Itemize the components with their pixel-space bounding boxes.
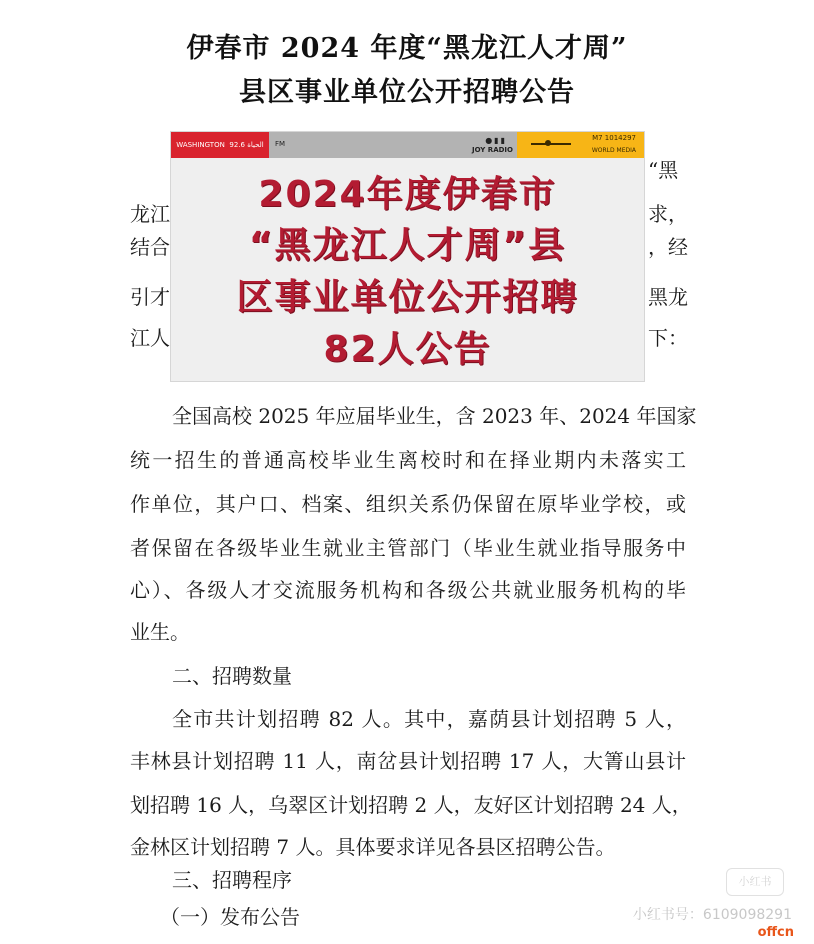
body-line: 金林区计划招聘 7 人。具体要求详见各县区招聘公告。: [130, 835, 616, 859]
strip-label: FM: [275, 140, 286, 148]
page-title-line-2: 县区事业单位公开招聘公告: [239, 77, 575, 108]
slider-track-icon: [531, 143, 571, 145]
sub-heading: （一）发布公告: [160, 905, 300, 929]
partial-text: 求，: [648, 202, 688, 226]
banner-headline-line: 82人公告: [323, 329, 492, 370]
partial-text: 龙江: [130, 202, 170, 226]
strip-label: WORLD MEDIA: [591, 147, 636, 154]
page-title-line-1: 伊春市 2024 年度“黑龙江人才周”: [186, 33, 628, 64]
section-heading: 二、招聘数量: [172, 664, 292, 688]
banner-headline-line: 区事业单位公开招聘: [236, 277, 579, 318]
body-line: 统一招生的普通高校毕业生离校时和在择业期内未落实工: [130, 448, 686, 472]
strip-mid-segment: [269, 132, 517, 158]
strip-label: JOY RADIO: [472, 146, 513, 154]
body-line: 丰林县计划招聘 11 人，南岔县计划招聘 17 人，大箐山县计: [130, 749, 686, 773]
partial-text: ，经: [648, 235, 688, 259]
overlay-header-strip: [171, 132, 644, 158]
body-line: 作单位，其户口、档案、组织关系仍保留在原毕业学校，或: [130, 492, 686, 516]
media-controls-icon: ●▮▮: [485, 136, 507, 145]
strip-label: WASHINGTON: [176, 141, 225, 149]
body-line: 全国高校 2025 年应届毕业生，含 2023 年、2024 年国家: [172, 404, 697, 428]
body-line: 划招聘 16 人，乌翠区计划招聘 2 人，友好区计划招聘 24 人，: [130, 793, 692, 817]
partial-text: 下：: [648, 326, 688, 350]
partial-text: 结合: [130, 235, 170, 259]
partial-text: 黑龙: [648, 285, 688, 309]
strip-left-segment: [171, 132, 269, 158]
strip-label: الحياة 92.6: [229, 141, 264, 149]
strip-right-segment: [517, 132, 644, 158]
banner-headline-line: 2024年度伊春市: [258, 174, 557, 215]
body-line: 业生。: [130, 620, 190, 644]
banner-headline-line: “黑龙江人才周”县: [248, 225, 567, 266]
body-line: 者保留在各级毕业生就业主管部门（毕业生就业指导服务中: [130, 536, 686, 560]
xiaohongshu-logo: 小红书: [726, 868, 784, 896]
slider-knob-icon: [545, 140, 551, 146]
xiaohongshu-id-watermark: 小红书号：6109098291: [632, 907, 792, 923]
section-heading: 三、招聘程序: [172, 868, 292, 892]
overlay-banner: [170, 131, 645, 382]
strip-label: M7 1014297: [592, 134, 636, 142]
partial-text: “黑: [648, 158, 679, 182]
body-line: 全市共计划招聘 82 人。其中，嘉荫县计划招聘 5 人，: [172, 707, 686, 731]
body-line: 心）、各级人才交流服务机构和各级公共就业服务机构的毕: [130, 578, 686, 602]
partial-text: 引才: [130, 285, 170, 309]
offcn-watermark: offcn: [757, 925, 794, 940]
partial-text: 江人: [130, 326, 170, 350]
